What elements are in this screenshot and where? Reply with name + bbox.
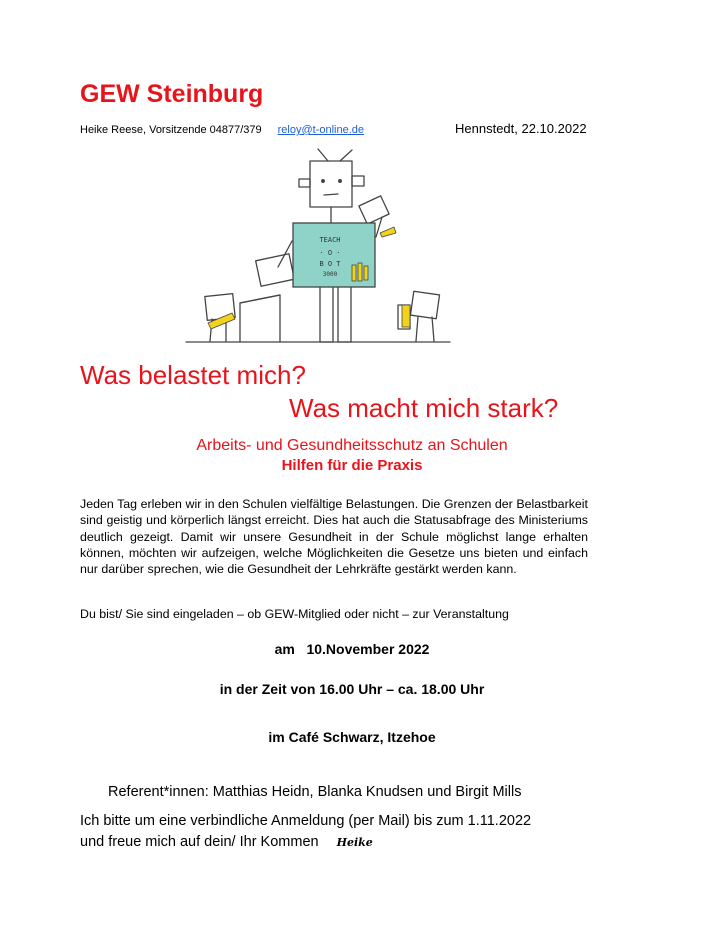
invitation-line: Du bist/ Sie sind eingeladen – ob GEW-Mitglied oder nicht – zur Veranstaltung <box>80 607 509 621</box>
letter-date: Hennstedt, 22.10.2022 <box>455 121 587 136</box>
shirt-text-line-2: · O · <box>319 249 341 257</box>
shirt-text-line-4: 3000 <box>322 271 338 278</box>
signature: Heike <box>336 836 373 849</box>
shirt-text-line-3: B O T <box>319 260 341 268</box>
event-time: in der Zeit von 16.00 Uhr – ca. 18.00 Uhr <box>219 681 485 697</box>
shirt-text-line-1: TEACH <box>319 236 341 244</box>
contact-line <box>80 124 364 136</box>
headline-question-2: Was macht mich stark? <box>289 393 559 423</box>
referents-line: Referent*innen: Matthias Heidn, Blanka Knudsen und Birgit Mills <box>108 784 522 800</box>
org-title: GEW Steinburg <box>80 80 264 108</box>
email-link[interactable]: reloy@t-online.de <box>277 124 365 136</box>
subtitle-bold: Hilfen für die Praxis <box>281 457 423 474</box>
contact-name-phone: Heike Reese, Vorsitzende 04877/379 <box>80 124 262 136</box>
subtitle: Arbeits- und Gesundheitsschutz an Schulen <box>196 437 508 454</box>
event-date: am 10.November 2022 <box>274 641 430 657</box>
closing-line-1: Ich bitte um eine verbindliche Anmeldung (per Mail) bis zum 1.11.2022 <box>80 813 532 829</box>
event-location: im Café Schwarz, Itzehoe <box>268 729 436 745</box>
teach-o-bot-illustration <box>180 145 470 350</box>
headline-question-1: Was belastet mich? <box>80 360 306 390</box>
closing-line-2: und freue mich auf dein/ Ihr Kommen Heike <box>80 834 373 850</box>
closing-text <box>80 811 531 853</box>
body-paragraph: Jeden Tag erleben wir in den Schulen vielfältige Belastungen. Die Grenzen der Belastbarkeit sind geistig und körperlich längst erreicht. Dies hat auch die Statusabfrage des Ministeriums deutlich gezeigt. Damit wir unsere Gesundheit in der Schule möglichst lange erhalten können, möchten wir aufzeigen, welche Möglichkeiten die Gesetze uns bieten und einfach nur darüber sprechen, wie die Gesundheit der Lehrkräfte gestärkt werden kann. <box>80 497 588 577</box>
robot-head <box>310 161 352 207</box>
